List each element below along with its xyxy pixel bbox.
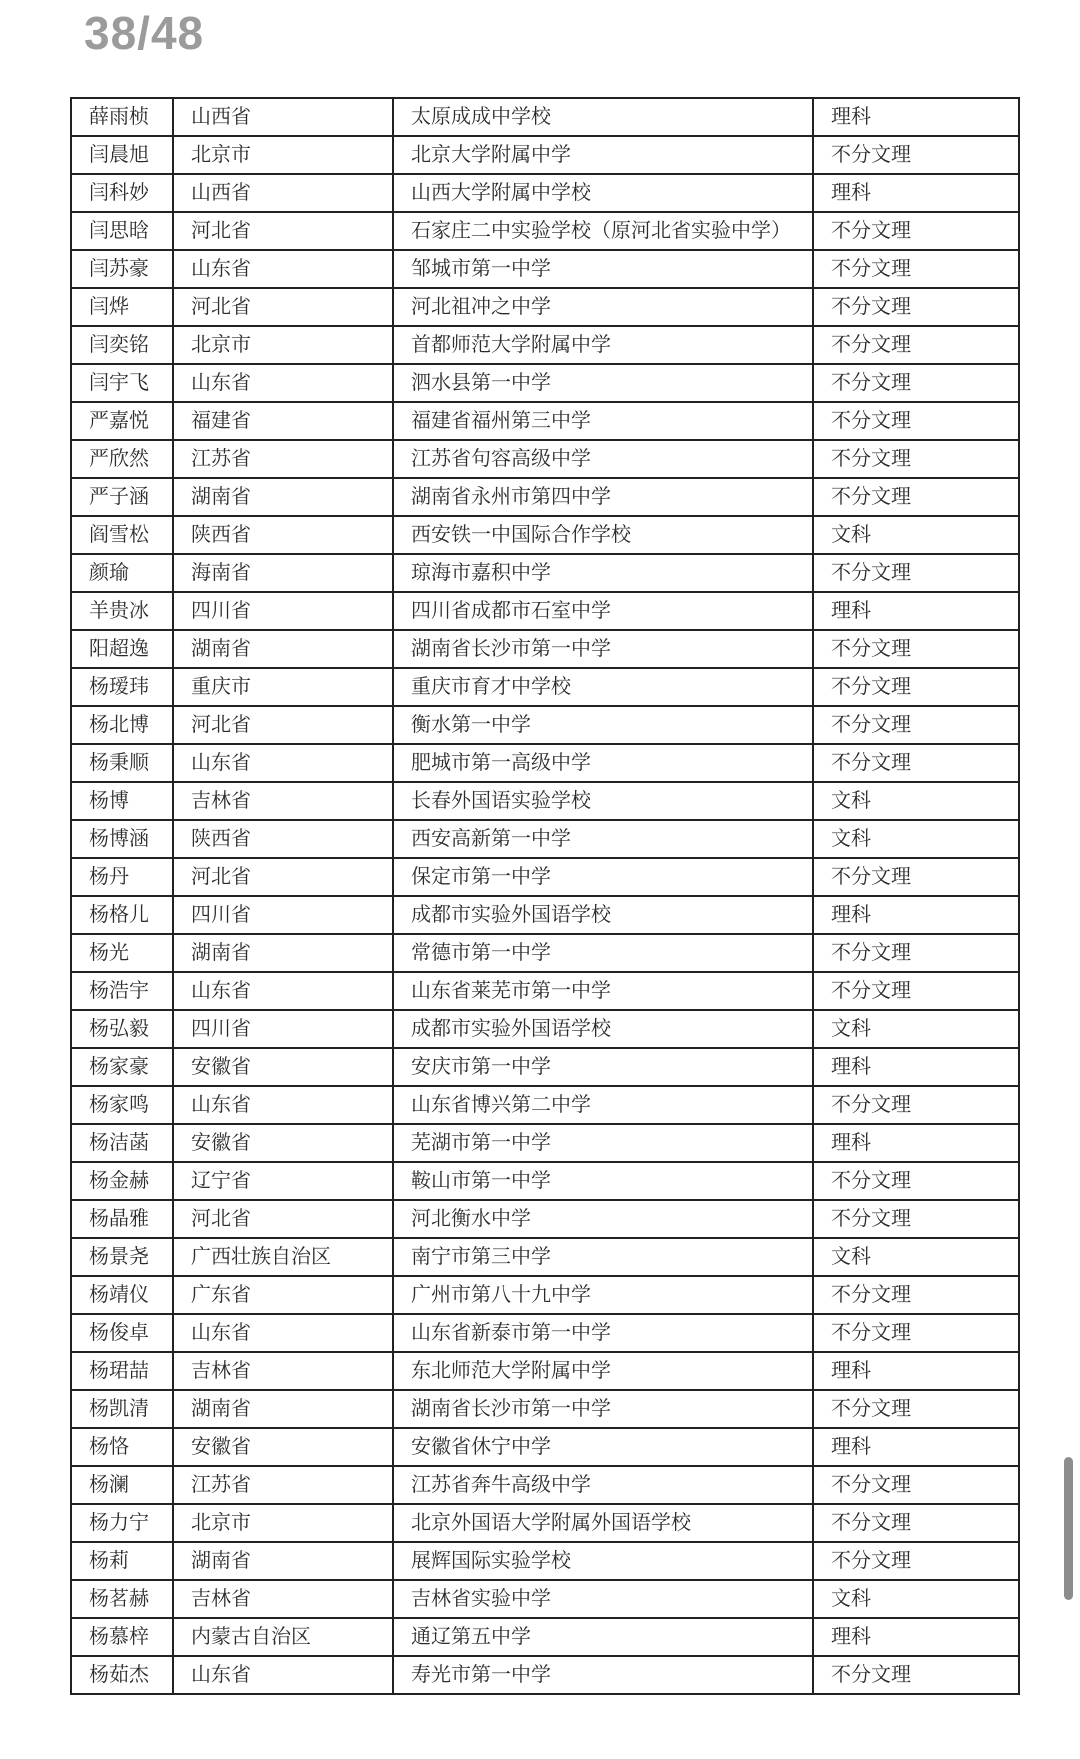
province-cell: 山西省: [173, 98, 393, 136]
track-cell: 不分文理: [813, 136, 1019, 174]
school-cell: 吉林省实验中学: [393, 1580, 813, 1618]
table-row: [71, 782, 1019, 820]
track-cell: 不分文理: [813, 1162, 1019, 1200]
school-cell: 重庆市育才中学校: [393, 668, 813, 706]
name-cell: 阳超逸: [71, 630, 173, 668]
student-table-body: [71, 98, 1019, 1694]
table-row: [71, 250, 1019, 288]
track-cell: 文科: [813, 820, 1019, 858]
school-cell: 山东省新泰市第一中学: [393, 1314, 813, 1352]
table-row: [71, 1390, 1019, 1428]
name-cell: 羊贵冰: [71, 592, 173, 630]
province-cell: 湖南省: [173, 1390, 393, 1428]
name-cell: 杨家鸣: [71, 1086, 173, 1124]
name-cell: 严嘉悦: [71, 402, 173, 440]
school-cell: 福建省福州第三中学: [393, 402, 813, 440]
table-row: [71, 1466, 1019, 1504]
table-row: [71, 972, 1019, 1010]
province-cell: 四川省: [173, 896, 393, 934]
name-cell: 闫宇飞: [71, 364, 173, 402]
school-cell: 太原成成中学校: [393, 98, 813, 136]
track-cell: 不分文理: [813, 554, 1019, 592]
province-cell: 海南省: [173, 554, 393, 592]
province-cell: 重庆市: [173, 668, 393, 706]
school-cell: 邹城市第一中学: [393, 250, 813, 288]
province-cell: 内蒙古自治区: [173, 1618, 393, 1656]
name-cell: 杨力宁: [71, 1504, 173, 1542]
track-cell: 不分文理: [813, 1086, 1019, 1124]
track-cell: 不分文理: [813, 288, 1019, 326]
table-row: [71, 1656, 1019, 1694]
name-cell: 杨澜: [71, 1466, 173, 1504]
table-row: [71, 1086, 1019, 1124]
school-cell: 湖南省永州市第四中学: [393, 478, 813, 516]
province-cell: 四川省: [173, 592, 393, 630]
name-cell: 闫烨: [71, 288, 173, 326]
province-cell: 江苏省: [173, 1466, 393, 1504]
track-cell: 理科: [813, 1352, 1019, 1390]
name-cell: 闫苏豪: [71, 250, 173, 288]
table-row: [71, 668, 1019, 706]
table-row: [71, 858, 1019, 896]
school-cell: 常德市第一中学: [393, 934, 813, 972]
table-row: [71, 440, 1019, 478]
province-cell: 山东省: [173, 1086, 393, 1124]
province-cell: 湖南省: [173, 478, 393, 516]
province-cell: 河北省: [173, 706, 393, 744]
track-cell: 文科: [813, 1238, 1019, 1276]
track-cell: 不分文理: [813, 250, 1019, 288]
name-cell: 杨晶雅: [71, 1200, 173, 1238]
province-cell: 陕西省: [173, 820, 393, 858]
name-cell: 杨光: [71, 934, 173, 972]
table-row: [71, 1124, 1019, 1162]
province-cell: 北京市: [173, 326, 393, 364]
table-row: [71, 1542, 1019, 1580]
school-cell: 泗水县第一中学: [393, 364, 813, 402]
province-cell: 安徽省: [173, 1428, 393, 1466]
name-cell: 杨靖仪: [71, 1276, 173, 1314]
name-cell: 杨慕梓: [71, 1618, 173, 1656]
school-cell: 河北祖冲之中学: [393, 288, 813, 326]
table-row: [71, 136, 1019, 174]
school-cell: 江苏省奔牛高级中学: [393, 1466, 813, 1504]
name-cell: 颜瑜: [71, 554, 173, 592]
school-cell: 寿光市第一中学: [393, 1656, 813, 1694]
school-cell: 首都师范大学附属中学: [393, 326, 813, 364]
school-cell: 成都市实验外国语学校: [393, 896, 813, 934]
province-cell: 广东省: [173, 1276, 393, 1314]
name-cell: 杨秉顺: [71, 744, 173, 782]
school-cell: 西安铁一中国际合作学校: [393, 516, 813, 554]
name-cell: 杨浩宇: [71, 972, 173, 1010]
province-cell: 陕西省: [173, 516, 393, 554]
name-cell: 严欣然: [71, 440, 173, 478]
province-cell: 湖南省: [173, 934, 393, 972]
table-row: [71, 1200, 1019, 1238]
province-cell: 山西省: [173, 174, 393, 212]
name-cell: 杨瑷玮: [71, 668, 173, 706]
table-row: [71, 212, 1019, 250]
province-cell: 湖南省: [173, 630, 393, 668]
table-row: [71, 516, 1019, 554]
track-cell: 理科: [813, 1124, 1019, 1162]
track-cell: 不分文理: [813, 706, 1019, 744]
province-cell: 山东省: [173, 1314, 393, 1352]
track-cell: 不分文理: [813, 1390, 1019, 1428]
track-cell: 理科: [813, 98, 1019, 136]
table-row: [71, 1428, 1019, 1466]
province-cell: 山东省: [173, 744, 393, 782]
track-cell: 不分文理: [813, 1504, 1019, 1542]
school-cell: 琼海市嘉积中学: [393, 554, 813, 592]
school-cell: 安庆市第一中学: [393, 1048, 813, 1086]
school-cell: 广州市第八十九中学: [393, 1276, 813, 1314]
name-cell: 闫奕铭: [71, 326, 173, 364]
name-cell: 杨丹: [71, 858, 173, 896]
name-cell: 杨博涵: [71, 820, 173, 858]
track-cell: 理科: [813, 174, 1019, 212]
school-cell: 安徽省休宁中学: [393, 1428, 813, 1466]
table-row: [71, 1238, 1019, 1276]
table-row: [71, 478, 1019, 516]
table-row: [71, 934, 1019, 972]
school-cell: 山东省博兴第二中学: [393, 1086, 813, 1124]
name-cell: 杨弘毅: [71, 1010, 173, 1048]
school-cell: 北京大学附属中学: [393, 136, 813, 174]
table-row: [71, 174, 1019, 212]
school-cell: 南宁市第三中学: [393, 1238, 813, 1276]
table-row: [71, 1504, 1019, 1542]
name-cell: 杨莉: [71, 1542, 173, 1580]
school-cell: 江苏省句容高级中学: [393, 440, 813, 478]
school-cell: 河北衡水中学: [393, 1200, 813, 1238]
track-cell: 不分文理: [813, 440, 1019, 478]
vertical-scrollbar-thumb[interactable]: [1064, 1457, 1073, 1600]
name-cell: 杨恪: [71, 1428, 173, 1466]
table-row: [71, 288, 1019, 326]
track-cell: 不分文理: [813, 212, 1019, 250]
track-cell: 不分文理: [813, 934, 1019, 972]
table-row: [71, 1048, 1019, 1086]
name-cell: 薛雨桢: [71, 98, 173, 136]
table-row: [71, 364, 1019, 402]
name-cell: 严子涵: [71, 478, 173, 516]
table-row: [71, 1010, 1019, 1048]
name-cell: 杨北博: [71, 706, 173, 744]
track-cell: 不分文理: [813, 364, 1019, 402]
student-roster-table: [70, 97, 1020, 1695]
name-cell: 杨凯清: [71, 1390, 173, 1428]
track-cell: 不分文理: [813, 630, 1019, 668]
track-cell: 不分文理: [813, 1276, 1019, 1314]
province-cell: 河北省: [173, 858, 393, 896]
school-cell: 北京外国语大学附属外国语学校: [393, 1504, 813, 1542]
track-cell: 不分文理: [813, 744, 1019, 782]
province-cell: 福建省: [173, 402, 393, 440]
province-cell: 山东省: [173, 1656, 393, 1694]
school-cell: 山东省莱芜市第一中学: [393, 972, 813, 1010]
table-row: [71, 744, 1019, 782]
province-cell: 山东省: [173, 364, 393, 402]
name-cell: 闫科妙: [71, 174, 173, 212]
name-cell: 闫思晗: [71, 212, 173, 250]
track-cell: 不分文理: [813, 402, 1019, 440]
table-row: [71, 896, 1019, 934]
school-cell: 通辽第五中学: [393, 1618, 813, 1656]
province-cell: 山东省: [173, 250, 393, 288]
name-cell: 闫晨旭: [71, 136, 173, 174]
track-cell: 文科: [813, 1580, 1019, 1618]
page-number-indicator: 38/48: [84, 7, 205, 59]
track-cell: 不分文理: [813, 668, 1019, 706]
track-cell: 不分文理: [813, 1200, 1019, 1238]
track-cell: 理科: [813, 1428, 1019, 1466]
table-row: [71, 402, 1019, 440]
track-cell: 文科: [813, 782, 1019, 820]
table-row: [71, 706, 1019, 744]
province-cell: 山东省: [173, 972, 393, 1010]
province-cell: 广西壮族自治区: [173, 1238, 393, 1276]
table-row: [71, 820, 1019, 858]
name-cell: 杨俊卓: [71, 1314, 173, 1352]
school-cell: 石家庄二中实验学校（原河北省实验中学）: [393, 212, 813, 250]
table-row: [71, 1352, 1019, 1390]
province-cell: 辽宁省: [173, 1162, 393, 1200]
track-cell: 不分文理: [813, 972, 1019, 1010]
table-row: [71, 1314, 1019, 1352]
track-cell: 不分文理: [813, 478, 1019, 516]
table-row: [71, 326, 1019, 364]
table-row: [71, 1162, 1019, 1200]
track-cell: 理科: [813, 1048, 1019, 1086]
name-cell: 杨景尧: [71, 1238, 173, 1276]
table-row: [71, 1276, 1019, 1314]
province-cell: 吉林省: [173, 782, 393, 820]
school-cell: 四川省成都市石室中学: [393, 592, 813, 630]
name-cell: 杨金赫: [71, 1162, 173, 1200]
track-cell: 不分文理: [813, 1466, 1019, 1504]
province-cell: 湖南省: [173, 1542, 393, 1580]
name-cell: 杨茹杰: [71, 1656, 173, 1694]
track-cell: 不分文理: [813, 1314, 1019, 1352]
track-cell: 不分文理: [813, 1542, 1019, 1580]
track-cell: 理科: [813, 592, 1019, 630]
province-cell: 河北省: [173, 288, 393, 326]
name-cell: 杨珺喆: [71, 1352, 173, 1390]
name-cell: 杨格儿: [71, 896, 173, 934]
table-row: [71, 1618, 1019, 1656]
name-cell: 阎雪松: [71, 516, 173, 554]
name-cell: 杨洁菡: [71, 1124, 173, 1162]
school-cell: 西安高新第一中学: [393, 820, 813, 858]
province-cell: 吉林省: [173, 1352, 393, 1390]
name-cell: 杨博: [71, 782, 173, 820]
province-cell: 北京市: [173, 136, 393, 174]
province-cell: 吉林省: [173, 1580, 393, 1618]
table-row: [71, 630, 1019, 668]
school-cell: 鞍山市第一中学: [393, 1162, 813, 1200]
track-cell: 不分文理: [813, 326, 1019, 364]
track-cell: 不分文理: [813, 858, 1019, 896]
school-cell: 展辉国际实验学校: [393, 1542, 813, 1580]
school-cell: 肥城市第一高级中学: [393, 744, 813, 782]
table-row: [71, 1580, 1019, 1618]
table-row: [71, 554, 1019, 592]
school-cell: 东北师范大学附属中学: [393, 1352, 813, 1390]
table-row: [71, 592, 1019, 630]
province-cell: 安徽省: [173, 1124, 393, 1162]
school-cell: 成都市实验外国语学校: [393, 1010, 813, 1048]
school-cell: 山西大学附属中学校: [393, 174, 813, 212]
school-cell: 长春外国语实验学校: [393, 782, 813, 820]
school-cell: 衡水第一中学: [393, 706, 813, 744]
province-cell: 北京市: [173, 1504, 393, 1542]
name-cell: 杨茗赫: [71, 1580, 173, 1618]
province-cell: 河北省: [173, 1200, 393, 1238]
name-cell: 杨家豪: [71, 1048, 173, 1086]
province-cell: 河北省: [173, 212, 393, 250]
province-cell: 四川省: [173, 1010, 393, 1048]
province-cell: 安徽省: [173, 1048, 393, 1086]
school-cell: 湖南省长沙市第一中学: [393, 630, 813, 668]
table-row: [71, 98, 1019, 136]
track-cell: 文科: [813, 516, 1019, 554]
school-cell: 芜湖市第一中学: [393, 1124, 813, 1162]
track-cell: 理科: [813, 1618, 1019, 1656]
track-cell: 理科: [813, 896, 1019, 934]
school-cell: 保定市第一中学: [393, 858, 813, 896]
track-cell: 文科: [813, 1010, 1019, 1048]
track-cell: 不分文理: [813, 1656, 1019, 1694]
province-cell: 江苏省: [173, 440, 393, 478]
school-cell: 湖南省长沙市第一中学: [393, 1390, 813, 1428]
